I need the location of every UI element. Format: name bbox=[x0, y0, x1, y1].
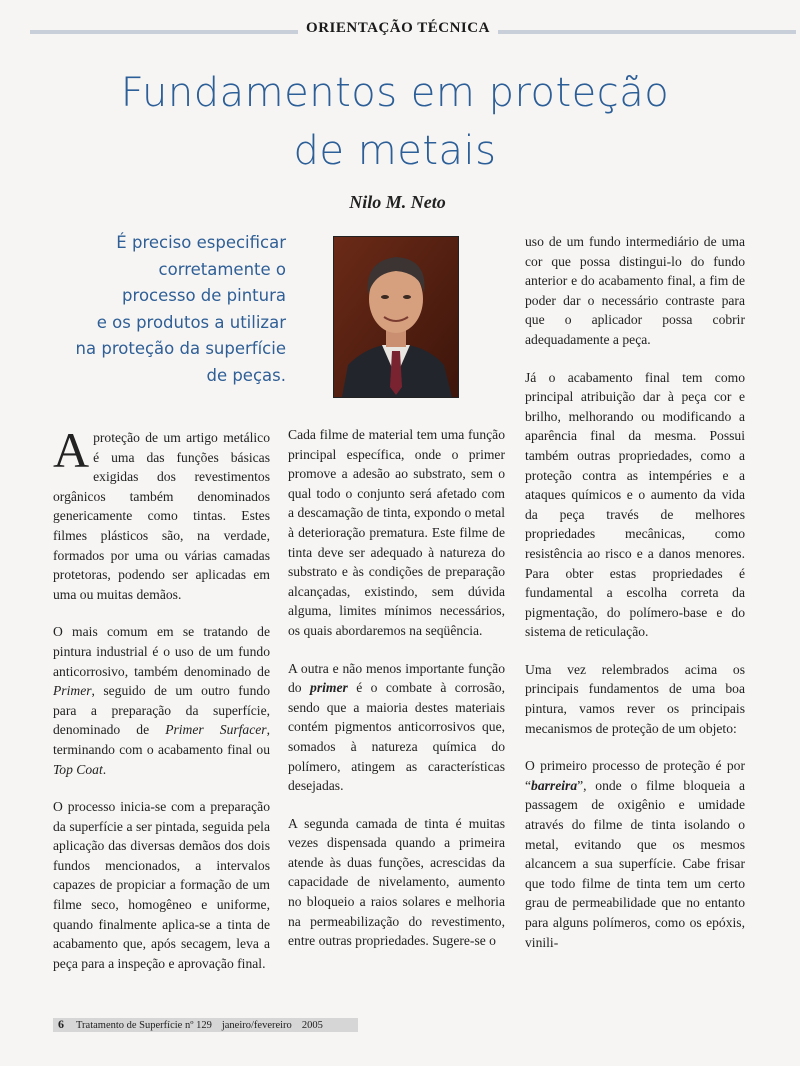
section-rule-right bbox=[498, 30, 796, 34]
drop-cap: A bbox=[53, 422, 90, 478]
term-primer-surfacer: Primer Surfacer bbox=[165, 722, 267, 738]
paragraph: uso de um fundo intermediário de uma cor que possa distingui-lo do fundo anterior e do acabamento final, a fim de poder dar o necessário contraste para que o aplicador possa cobrir adequadamente a peça. bbox=[525, 234, 745, 347]
paragraph-text: . bbox=[102, 761, 107, 777]
pull-quote-line: na proteção da superfície bbox=[75, 339, 286, 358]
paragraph: Uma vez relembrados acima os principais fundamentos de uma boa pintura, vamos rever os principais mecanismos de proteção de um objeto: bbox=[525, 661, 745, 736]
text-column-2 bbox=[288, 425, 505, 969]
term-primer: primer bbox=[310, 680, 348, 696]
title-line-1: Fundamentos em proteção bbox=[120, 70, 670, 116]
pull-quote-line: e os produtos a utilizar bbox=[96, 312, 286, 332]
paragraph: A segunda camada de tinta é muitas vezes dispensada quando a primeira atende às duas funções, acrescidas da capacidade de nivelamento, aumento no bloqueio a raios solares e melhoria na permeabilização do revestimento, entre outras propriedades. Sugere-se o bbox=[288, 815, 505, 949]
paragraph: Cada filme de material tem uma função principal específica, onde o primer promove a adesão ao substrato, sem o qual todo o conjunto será afetado com a descamação de tinta, expondo o metal à deterioração prematura. Este filme de tinta deve ser adequado à natureza do substrato e às condições de preparação alcançadas, existindo, sem dúvida alguma, limites mínimos necessários, os quais abordaremos na seqüência. bbox=[288, 427, 505, 638]
author-photo bbox=[333, 236, 459, 398]
issue-year: 2005 bbox=[301, 1020, 323, 1031]
magazine-name: Tratamento de Superfície nº 129 bbox=[76, 1020, 212, 1031]
title-line-2: de metais bbox=[293, 128, 497, 174]
author-name: Nilo M. Neto bbox=[349, 192, 446, 212]
section-rule-left bbox=[30, 30, 298, 34]
article-title bbox=[60, 64, 730, 180]
paragraph bbox=[525, 756, 745, 952]
pull-quote-line: de peças. bbox=[206, 365, 286, 385]
paragraph bbox=[288, 659, 505, 796]
pull-quote-line: corretamente o bbox=[158, 259, 286, 279]
paragraph bbox=[53, 622, 270, 779]
issue-months: janeiro/fevereiro bbox=[221, 1020, 292, 1031]
pull-quote bbox=[38, 230, 286, 389]
paragraph-text: O mais comum em se tratando de pintura industrial é o uso de um fundo anticorrosivo, também denominado de bbox=[53, 624, 270, 679]
page-footer bbox=[58, 1017, 358, 1032]
term-primer: Primer bbox=[53, 683, 92, 699]
paragraph: O processo inicia-se com a preparação da superfície a ser pintada, seguida pela aplicação das diversas demãos dos dois fundos mencionados, a intervalos capazes de propiciar a formação de um filme seco, homogêneo e uniforme, quando finalmente aplica-se a tinta de acabamento que, após secagem, leva a peça para a inspeção e aprovação final. bbox=[53, 799, 270, 971]
paragraph-text: proteção de um artigo metálico é uma das funções básicas exigidas dos revestimentos orgânicos também denominados genericamente como tintas. Estes filmes plásticos são, na verdade, formados por uma ou várias camadas protetoras, podendo ser aplicadas em uma ou muitas demãos. bbox=[53, 430, 270, 602]
paragraph bbox=[53, 422, 270, 604]
paragraph-text: A outra e não menos importante função do bbox=[288, 660, 505, 696]
paragraph-text: , seguido de um outro fundo para a preparação da superfície, denominado de bbox=[53, 683, 270, 738]
paragraph-text: O primeiro processo de proteção é por “ bbox=[525, 758, 745, 793]
term-top-coat: Top Coat bbox=[53, 761, 103, 777]
page-number: 6 bbox=[58, 1017, 64, 1031]
pull-quote-line: processo de pintura bbox=[122, 286, 286, 305]
section-label: ORIENTAÇÃO TÉCNICA bbox=[306, 20, 490, 36]
pull-quote-line: É preciso especificar bbox=[116, 233, 286, 252]
text-column-1 bbox=[53, 422, 270, 991]
paragraph: Já o acabamento final tem como principal atribuição dar à peça cor e brilho, melhorando ou modificando a aparência final da mesma. Possui também outras propriedades, como a proteção contra as intempéries e a ataques químicos e o aumento da vida da peça través de melhores propriedades mecânicas, como resistência ao risco e a danos menores. Para obter estas propriedades é fundamental a escolha correta da pigmentação, do polímero-base e do sistema de reticulação. bbox=[525, 369, 745, 640]
paragraph-text: , terminando com o acabamento final ou bbox=[53, 722, 270, 757]
paragraph-text: ”, onde o filme bloqueia a passagem de oxigênio e umidade através do filme de tinta isolando o metal, evitando que os mesmos alcancem a sua superfície. Cabe frisar que todo filme de tinta tem um certo grau de permeabilidade que no entanto para alguns polímeros, como os epóxis, vinili- bbox=[525, 777, 745, 950]
text-column-3 bbox=[525, 232, 745, 970]
paragraph-text: é o combate à corrosão, sendo que a maioria destes materiais contém pigmentos anticorrosivos que, somados à natureza química do polímero, atingem as características desejadas. bbox=[288, 680, 505, 794]
term-barreira: barreira bbox=[531, 777, 578, 793]
